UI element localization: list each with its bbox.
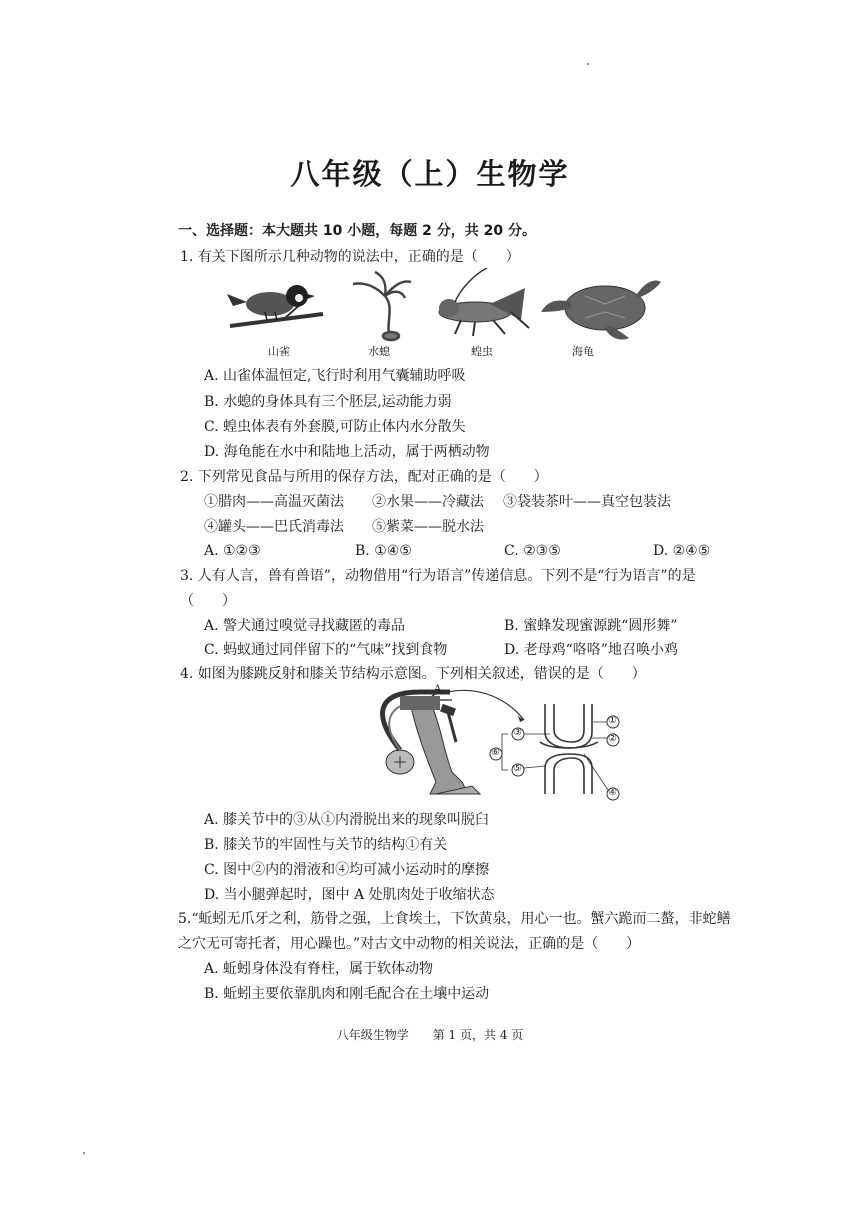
- sea-turtle-illustration: [541, 281, 661, 340]
- question-2-stem: 2. 下列常见食品与所用的保存方法，配对正确的是（ ）: [180, 469, 548, 485]
- question-4-stem: 4. 如图为膝跳反射和膝关节结构示意图。下列相关叙述，错误的是（ ）: [180, 666, 646, 682]
- knee-joint-illustration: [540, 704, 598, 794]
- q1-option-a: A. 山雀体温恒定,飞行时利用气囊辅助呼吸: [204, 368, 466, 384]
- question-5-stem-line2: 之穴无可寄托者，用心躁也。”对古文中动物的相关说法，正确的是（ ）: [178, 936, 641, 952]
- q2-option-d: D. ②④⑤: [653, 543, 711, 559]
- q3-option-d: D. 老母鸡“咯咯”地召唤小鸡: [504, 642, 678, 658]
- spinal-cord-illustration: [386, 750, 414, 774]
- animal-label-4: 海龟: [572, 345, 594, 358]
- animal-label-2: 水螅: [368, 345, 390, 358]
- q1-animal-figure: [225, 268, 665, 344]
- q3-option-b: B. 蜜蜂发现蜜源跳“圆形舞”: [504, 618, 678, 634]
- page-footer: 八年级生物学 第 1 页，共 4 页: [336, 1028, 524, 1042]
- q4-option-a: A. 膝关节中的③从①内滑脱出来的现象叫脱臼: [204, 812, 490, 828]
- q3-option-c: C. 蚂蚁通过同伴留下的“气味”找到食物: [204, 642, 448, 658]
- grasshopper-illustration: [439, 268, 529, 336]
- q2-item-1: ①腊肉——高温灭菌法: [204, 494, 344, 510]
- q2-option-b: B. ①④⑤: [355, 543, 412, 559]
- page-title: 八年级（上）生物学: [290, 157, 570, 191]
- animal-label-1: 山雀: [268, 345, 290, 358]
- q3-option-a: A. 警犬通过嗅觉寻找藏匿的毒品: [204, 618, 406, 634]
- q4-option-c: C. 图中②内的滑液和④均可减小运动时的摩擦: [204, 862, 490, 878]
- question-5-stem-line1: 5.“蚯蚓无爪牙之利，筋骨之强，上食埃土，下饮黄泉，用心一也。蟹六跪而二螯，非蛇鳝: [178, 911, 731, 927]
- scan-speck: [83, 1152, 85, 1154]
- q2-option-a: A. ①②③: [204, 543, 261, 559]
- hydra-illustration: [353, 272, 411, 340]
- q2-item-2: ②水果——冷藏法: [372, 494, 484, 510]
- diagram-label-2: ②: [608, 733, 617, 744]
- diagram-label-4: ④: [608, 787, 617, 798]
- q4-option-d: D. 当小腿弹起时，图中 A 处肌肉处于收缩状态: [204, 887, 495, 903]
- diagram-label-5: ⑤: [513, 763, 522, 774]
- q1-option-c: C. 蝗虫体表有外套膜,可防止体内水分散失: [204, 419, 466, 435]
- q5-option-a: A. 蚯蚓身体没有脊柱，属于软体动物: [204, 961, 434, 977]
- question-1-stem: 1. 有关下图所示几种动物的说法中，正确的是（ ）: [180, 249, 520, 265]
- q1-option-b: B. 水螅的身体具有三个胚层,运动能力弱: [204, 394, 452, 410]
- q5-option-b: B. 蚯蚓主要依靠肌肉和刚毛配合在土壤中运动: [204, 986, 490, 1002]
- q4-option-b: B. 膝关节的牢固性与关节的结构①有关: [204, 837, 448, 853]
- diagram-label-6: ⑥: [491, 747, 500, 758]
- q2-item-3: ③袋装茶叶——真空包装法: [503, 494, 671, 510]
- q2-option-c: C. ②③⑤: [504, 543, 561, 559]
- bird-illustration: [227, 285, 323, 326]
- diagram-label-a: A: [434, 684, 442, 695]
- diagram-label-1: ①: [608, 715, 617, 726]
- question-3-stem-line1: 3. 人有人言，兽有兽语”，动物借用“行为语言”传递信息。下列不是“行为语言”的是: [180, 568, 696, 584]
- animal-label-3: 蝗虫: [471, 345, 493, 358]
- scan-speck: [587, 63, 589, 65]
- q1-option-d: D. 海龟能在水中和陆地上活动，属于两栖动物: [204, 444, 490, 460]
- q2-item-4: ④罐头——巴氏消毒法: [204, 519, 344, 535]
- section-header: 一、选择题：本大题共 10 小题，每题 2 分，共 20 分。: [178, 223, 536, 239]
- leg-illustration: [400, 696, 480, 794]
- diagram-label-3: ③: [513, 727, 522, 738]
- q2-item-5: ⑤紫菜——脱水法: [372, 519, 484, 535]
- question-3-stem-line2: （ ）: [180, 593, 236, 609]
- knee-reflex-diagram: [340, 682, 630, 802]
